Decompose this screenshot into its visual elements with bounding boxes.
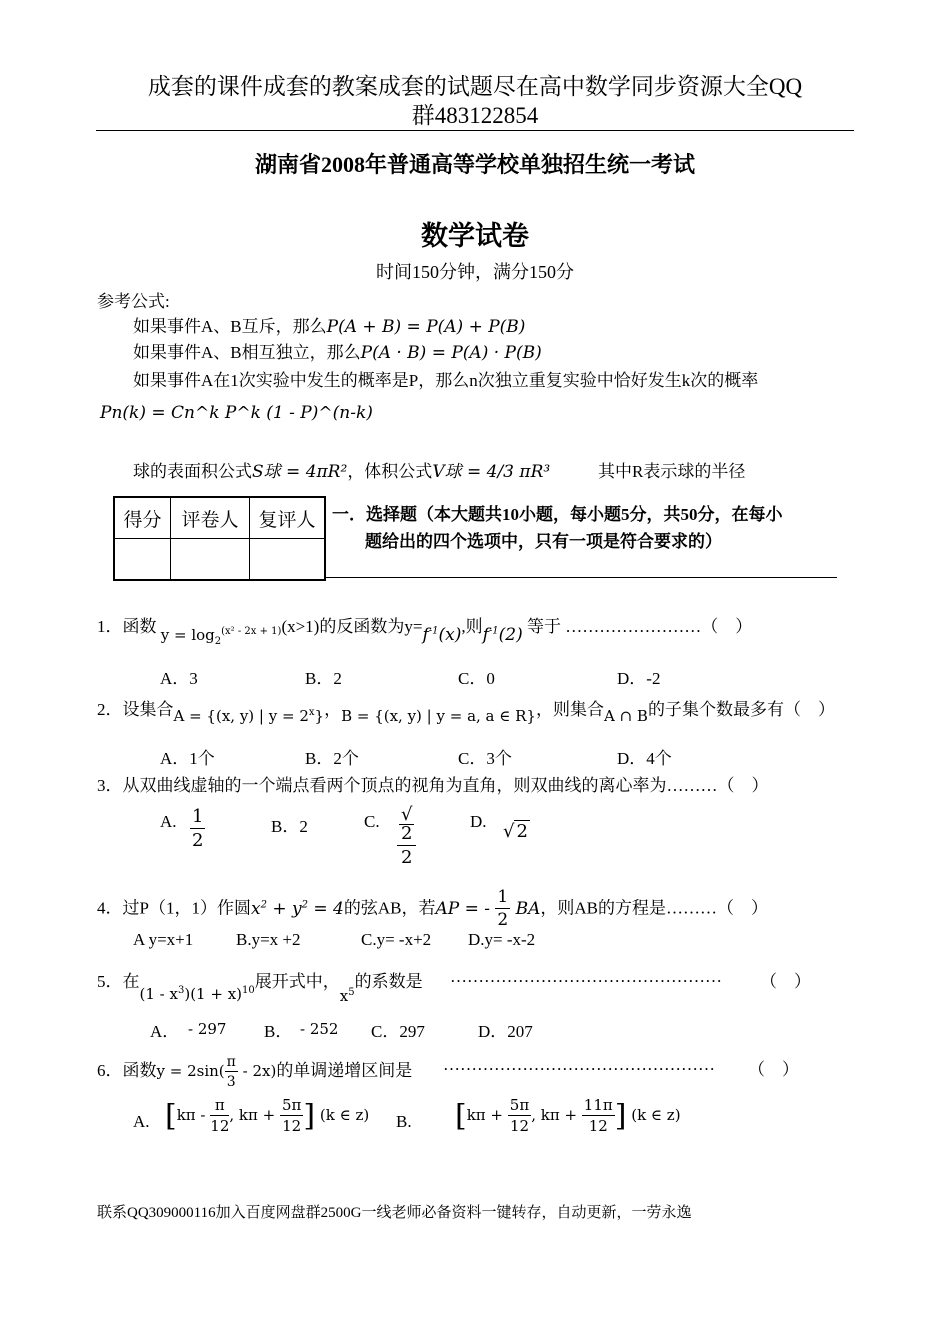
q2-option-d[interactable]: D．4个 — [617, 749, 672, 768]
q6-option-a[interactable]: A. — [133, 1112, 150, 1131]
score-table — [113, 496, 326, 581]
q4-option-c[interactable]: C.y= -x+2 — [361, 930, 432, 949]
score-header-grader: 评卷人 — [171, 497, 250, 539]
reviewer-cell[interactable] — [250, 539, 326, 581]
q5-option-b[interactable]: B． — [264, 1022, 293, 1041]
q2-text-c: ，则集合 — [535, 700, 604, 719]
q2-text-b: ， — [324, 700, 342, 719]
q5-option-d[interactable]: D．207 — [478, 1022, 533, 1041]
q6-text — [97, 1055, 412, 1089]
q6-option-a-value: [kπ - $\frac{\pi}{12}$ , kπ + $\frac{5\pi}{12}$ ] (k ∈ z) — [165, 1096, 370, 1135]
q5-option-a[interactable]: A． — [150, 1022, 180, 1041]
q3-option-d[interactable]: D. — [470, 812, 487, 831]
q3-text — [97, 771, 769, 796]
q2-option-a[interactable]: A．1个 — [160, 749, 215, 768]
q1-option-d[interactable]: D．-2 — [617, 669, 661, 688]
formula-mutex-expr: P(A + B) = P(A) + P(B) — [326, 317, 526, 337]
formula-sphere — [133, 443, 550, 493]
section1-line2: 题给出的四个选项中，只有一项是符合要求的） — [365, 532, 722, 551]
formula-heading: 参考公式: — [97, 292, 170, 311]
q4-circle: $x^2 + y^2 = 4$ — [250, 898, 344, 919]
q1-text-c: ,则 — [461, 617, 483, 636]
q5-num: 5． — [97, 972, 123, 991]
header-line-2: 群483122854 — [411, 103, 539, 128]
q5-option-c[interactable]: C．297 — [371, 1022, 425, 1041]
q4-text-a: 过P（1，1）作圆 — [122, 898, 251, 918]
q5-term: $x^5$ — [339, 987, 355, 1005]
q4-option-d[interactable]: D.y= -x-2 — [468, 930, 536, 949]
q2-option-c[interactable]: C．3个 — [458, 749, 512, 768]
q1-option-c[interactable]: C．0 — [458, 669, 495, 688]
q4-option-b[interactable]: B.y=x +2 — [236, 930, 301, 949]
q1-text-a: 函数 — [122, 617, 157, 636]
q1-text — [97, 612, 753, 647]
q3-option-c-value: √ 2 2 — [397, 806, 416, 867]
q5-expression: $(1 - x^3)(1 + x)^{10}$ — [139, 985, 255, 1003]
q1-function: $y = \log_2^{(x^2 - 2x + 1)}$ — [160, 626, 282, 647]
q4-vector: AP = - $\frac{1}{2}$ BA — [435, 887, 541, 930]
formula-indep-expr: P(A · B) = P(A) · P(B) — [360, 343, 542, 363]
exam-title: 湖南省2008年普通高等学校单独招生统一考试 — [254, 152, 695, 177]
q5-option-a-value: - 297 — [188, 1020, 227, 1038]
q2-text — [97, 695, 835, 725]
q4-text-b: 的弦AB，若 — [343, 898, 436, 918]
score-cell[interactable] — [114, 539, 171, 581]
sphere-note: 其中R表示球的半径 — [598, 462, 746, 481]
q5-text-b: 展开式中， — [254, 972, 340, 991]
q6-paren: （ ） — [748, 1060, 799, 1079]
q2-text-d: 的子集个数最多有（ ） — [647, 700, 835, 719]
footer-text: 联系QQ309000116加入百度网盘群2500G一线老师必备资料一键转存，自动更新，一劳永逸 — [97, 1205, 692, 1221]
q3-question: 从双曲线虚轴的一个端点看两个顶点的视角为直角，则双曲线的离心率为………（ ） — [122, 776, 769, 795]
q6-function: y = 2sin( $\frac{\pi}{3}$ - 2x) — [156, 1054, 277, 1090]
q2-option-b[interactable]: B．2个 — [305, 749, 359, 768]
q1-num: 1． — [97, 617, 123, 636]
q2-text-a: 设集合 — [122, 700, 174, 719]
exam-subject: 数学试卷 — [421, 221, 529, 251]
q2-intersection: A ∩ B — [603, 707, 648, 725]
q5-option-b-value: - 252 — [300, 1020, 339, 1038]
q1-text-b: (x>1)的反函数为y= — [281, 617, 423, 636]
q4-text — [97, 889, 768, 929]
time-info: 时间150分钟，满分150分 — [376, 262, 574, 282]
q4-num: 4． — [97, 898, 123, 918]
score-header-reviewer: 复评人 — [250, 497, 326, 539]
q3-option-c[interactable]: C. — [364, 812, 380, 831]
q5-dots: ………………………………………… — [450, 967, 722, 986]
q1-option-b[interactable]: B．2 — [305, 669, 342, 688]
q3-num: 3． — [97, 776, 123, 795]
formula-binomial-expr: Pn(k) = Cn^k P^k (1 - P)^(n-k) — [100, 403, 373, 423]
q1-inverse: $f^{-1}(x)$ — [422, 625, 462, 645]
q1-option-a[interactable]: A．3 — [160, 669, 198, 688]
q4-option-a[interactable]: A y=x+1 — [133, 930, 194, 949]
sphere-volume-text: ，体积公式 — [347, 462, 433, 481]
q3-option-d-value: √ 2 — [503, 821, 528, 842]
formula-indep — [133, 338, 542, 363]
q3-option-a-value: $\frac{1}{2}$ — [192, 806, 204, 851]
q5-text-c: 的系数是 — [354, 972, 423, 991]
q3-option-b[interactable]: B．2 — [271, 817, 308, 836]
header-rule — [96, 130, 854, 131]
q2-set-a: A = {(x, y) | $y = 2^x$} — [173, 707, 325, 725]
sphere-surface-text: 球的表面积公式 — [133, 462, 252, 481]
formula-mutex-text: 如果事件A、B互斥，那么 — [133, 317, 327, 336]
q4-text-c: ，则AB的方程是………（ ） — [540, 898, 769, 918]
q1-dots: ……………………（ ） — [565, 617, 753, 636]
formula-binomial-text: 如果事件A在1次实验中发生的概率是P，那么n次独立重复实验中恰好发生k次的概率 — [133, 371, 759, 390]
header-line-1: 成套的课件成套的教案成套的试题尽在高中数学同步资源大全QQ — [147, 74, 803, 99]
section1-rule — [326, 577, 837, 578]
q2-set-b: B = {(x, y) | y = a, a ∈ R} — [341, 707, 536, 725]
q5-text — [97, 967, 423, 1005]
sphere-surface-expr: S球 = 4πR² — [252, 462, 348, 482]
q6-option-b[interactable]: B. — [396, 1112, 412, 1131]
q6-num: 6． — [97, 1061, 123, 1080]
q5-paren: （ ） — [760, 972, 811, 991]
q1-text-d: 等于 — [526, 617, 561, 636]
q2-num: 2． — [97, 700, 123, 719]
q6-dots: ………………………………………… — [443, 1055, 715, 1074]
formula-mutex — [133, 312, 525, 337]
formula-indep-text: 如果事件A、B相互独立，那么 — [133, 343, 361, 362]
grader-cell[interactable] — [171, 539, 250, 581]
section1-line1: 一．选择题（本大题共10小题，每小题5分，共50分，在每小 — [332, 505, 783, 524]
q1-inverse-2: $f^{-1}(2)$ — [482, 625, 523, 645]
q6-text-b: 的单调递增区间是 — [276, 1061, 413, 1080]
q6-option-b-value: [kπ + $\frac{5\pi}{12}$ , kπ + $\frac{11\pi}{12}$ ] (k ∈ z) — [455, 1096, 681, 1135]
q5-text-a: 在 — [122, 972, 140, 991]
q3-option-a[interactable]: A. — [160, 812, 177, 831]
q6-text-a: 函数 — [122, 1061, 157, 1080]
score-header-score: 得分 — [114, 497, 171, 539]
sphere-volume-expr: V球 = 4/3 πR³ — [432, 462, 551, 482]
